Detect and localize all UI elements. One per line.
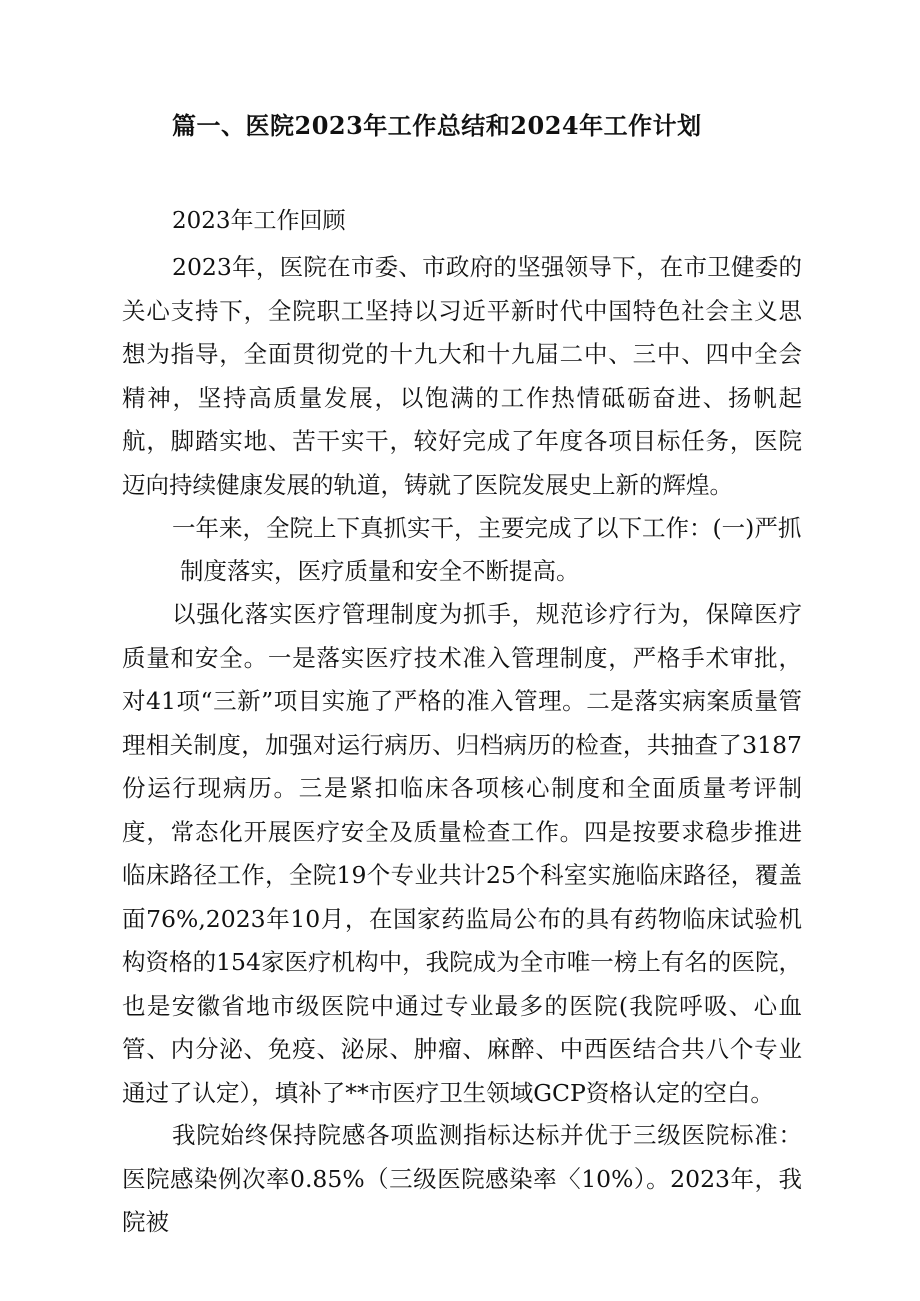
paragraph-summary-lead: 一年来，全院上下真抓实干，主要完成了以下工作：(一)严抓: [172, 514, 802, 542]
subheading-quality: 制度落实，医疗质量和安全不断提高。: [180, 557, 580, 585]
document-title: 篇一、医院2023年工作总结和2024年工作计划: [172, 111, 702, 140]
section-heading: 2023年工作回顾: [172, 208, 346, 234]
paragraph-intro: 2023年，医院在市委、市政府的坚强领导下，在市卫健委的关心支持下，全院职工坚持以习近平新时代中国特色社会主义思想为指导，全面贯彻党的十九大和十九届二中、三中、四中全会精神，坚持高质量发展，以饱满的工作热情砥砺奋进、扬帆起航，脚踏实地、苦干实干，较好完成了年度各项目标任务，医院迈向持续健康发展的轨道，铸就了医院发展史上新的辉煌。: [122, 253, 802, 499]
paragraph-quality-management: 以强化落实医疗管理制度为抓手，规范诊疗行为，保障医疗质量和安全。一是落实医疗技术准入管理制度，严格手术审批，对41项“三新”项目实施了严格的准入管理。二是落实病案质量管理相关制度，加强对运行病历、归档病历的检查，共抽查了3187份运行现病历。三是紧扣临床各项核心制度和全面质量考评制度，常态化开展医疗安全及质量检查工作。四是按要求稳步推进临床路径工作，全院19个专业共计25个科室实施临床路径，覆盖面76%,2023年10月，在国家药监局公布的具有药物临床试验机构资格的154家医疗机构中，我院成为全市唯一榜上有名的医院，也是安徽省地市级医院中通过专业最多的医院(我院呼吸、心血管、内分泌、免疫、泌尿、肿瘤、麻醉、中西医结合共八个专业通过了认定），填补了**市医疗卫生领域GCP资格认定的空白。: [122, 600, 802, 1107]
paragraph-infection-control: 我院始终保持院感各项监测指标达标并优于三级医院标准：医院感染例次率0.85%（三级医院感染率〈10%）。2023年，我院被: [122, 1121, 802, 1236]
